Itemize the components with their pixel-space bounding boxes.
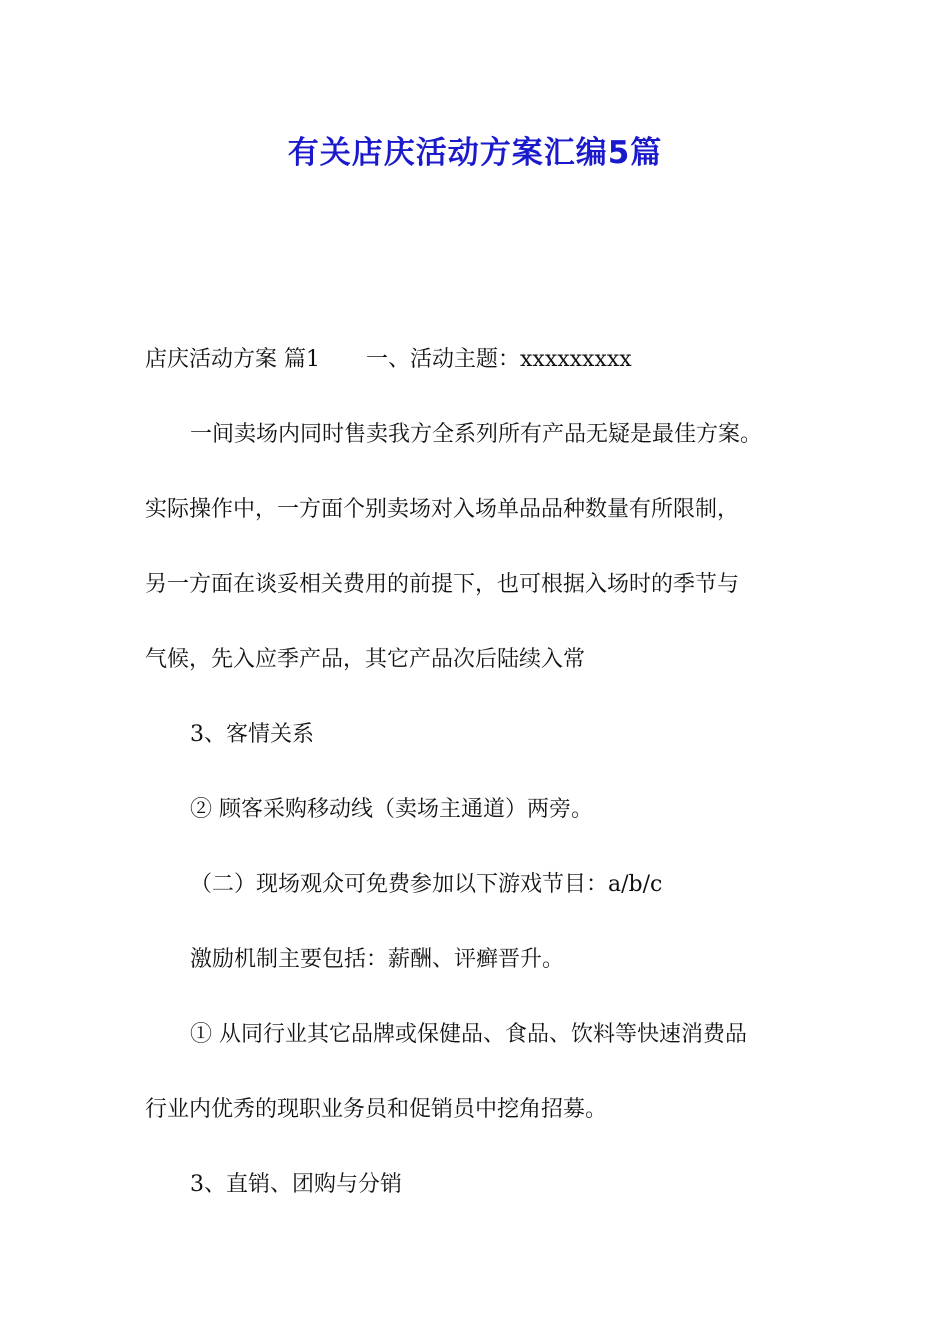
paragraph-line: 3、客情关系 (190, 722, 314, 747)
paragraph-line: ② 顾客采购移动线（卖场主通道）两旁。 (190, 797, 593, 822)
paragraph-line: 气候，先入应季产品，其它产品次后陆续入常 (145, 647, 586, 672)
section-heading (145, 340, 825, 380)
document-title: 有关店庆活动方案汇编5篇 (287, 135, 663, 171)
paragraph-line: （二）现场观众可免费参加以下游戏节目：a/b/c (190, 872, 663, 897)
paragraph-line: 行业内优秀的现职业务员和促销员中挖角招募。 (145, 1097, 608, 1122)
paragraph-line: 另一方面在谈妥相关费用的前提下，也可根据入场时的季节与 (145, 572, 740, 597)
paragraph-line: ① 从同行业其它品牌或保健品、食品、饮料等快速消费品 (190, 1022, 747, 1047)
activity-theme: 一、活动主题：xxxxxxxxx (366, 347, 632, 372)
paragraph-line: 3、直销、团购与分销 (190, 1172, 402, 1197)
paragraph-line: 实际操作中，一方面个别卖场对入场单品品种数量有所限制， (145, 497, 740, 522)
paragraph-line: 一间卖场内同时售卖我方全系列所有产品无疑是最佳方案。 (190, 422, 763, 447)
paragraph-line: 激励机制主要包括：薪酬、评癣晋升。 (190, 947, 565, 972)
section-label: 店庆活动方案 篇1 (145, 347, 320, 372)
